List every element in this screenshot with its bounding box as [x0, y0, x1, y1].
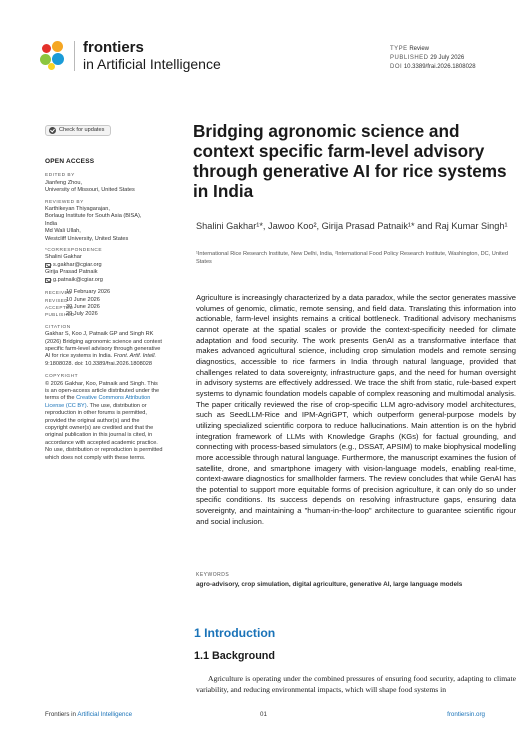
- open-access-label: OPEN ACCESS: [45, 158, 95, 165]
- reviewed-by-heading: REVIEWED BY: [45, 199, 84, 205]
- citation-doi[interactable]: doi: 10.3389/frai.2026.1808028: [74, 360, 153, 367]
- abstract: Agriculture is increasingly characterized by a data paradox, while the sector generates massive volumes of genomic, climatic, remote sensing, and field data. Translating this information into actionable, farm-level insights remains a critical bottleneck. Traditional advisory mechanisms cannot operate at the spatial scales or provide the context-specificity needed for climate adaptation and food security. The work presents GenAI as a transformative interface that makes advanced agricultural science, including crop simulation models and remote sensing diagnostics, accessible to rice farmers in India through natural language, provided that challenges related to data sovereignty, infrastructure gaps, and the need for human oversight in advisory systems are effectively addressed. We trace the shift from static, rule-based expert systems to dynamic foundation models capable of complex reasoning and multimodal analysis. The paper critically reviewed the rise of crop-specific LLM agro-advisory model architectures, such as SeedLLM-Rice and IPM-AgriGPT, which outperform general-purpose models by utilizing specialized scientific corpora to reduce hallucinations. Main attention is on the hybrid integration framework of LLMs with Knowledge Graphs (KGs) for factual grounding, and connecting with process-based simulators (e.g., DSSAT, APSIM) to make biophysical modelling more accessible through natural language. Furthermore, the manuscript examines the fusion of satellite, drone, and smartphone imagery with vision-language models, enabling real-time, context-aware diagnostics for smallholder farmers. The review concludes that while GenAI has the potential to support more equitable forms of precision agriculture, it can only do so under specific conditions. Its success depends on resolving infrastructure gaps, ensuring data sovereignty, and maintaining a "human-in-the-loop" architecture to guarantee scientific rigour and social inclusion.: [196, 293, 516, 526]
- article-sidebar: [45, 125, 163, 465]
- published-key: PUBLISHED: [390, 55, 429, 61]
- check-for-updates-button[interactable]: [45, 125, 111, 136]
- doi-key: DOI: [390, 64, 403, 70]
- type-value: Review: [409, 46, 430, 52]
- date-value: 10 June 2026: [66, 296, 100, 303]
- reviewer-line: Westcliff University, United States: [45, 235, 129, 242]
- check-icon: [49, 127, 56, 134]
- reviewer-line: Md Wali Ullah,: [45, 228, 81, 235]
- brand-name: frontiers: [83, 39, 144, 56]
- correspondence-heading: *CORRESPONDENCE: [45, 248, 103, 254]
- reviewer-line: India: [45, 220, 58, 227]
- subsection-heading: 1.1 Background: [194, 650, 275, 662]
- date-key: REVISED: [45, 297, 68, 303]
- correspondent-name: Girija Prasad Patnaik: [45, 269, 98, 276]
- editor-line: University of Missouri, United States: [45, 187, 135, 194]
- editor-line: Jianfeng Zhou,: [45, 179, 83, 186]
- frontiers-logo-icon: [40, 41, 66, 71]
- email-icon: [45, 278, 51, 283]
- citation-volume: 9:1808028.: [45, 360, 73, 367]
- reviewer-line: Borlaug Institute for South Asia (BISA),: [45, 213, 142, 220]
- date-value: 29 July 2026: [66, 311, 98, 318]
- footer-journal-accent: Artificial Intelligence: [77, 711, 133, 718]
- citation-heading: CITATION: [45, 324, 71, 330]
- copyright-text: © 2026 Gakhar, Koo, Patnaik and Singh. This is an open-access article distributed under the terms of the: [45, 380, 160, 402]
- journal-name: in Artificial Intelligence: [83, 56, 221, 72]
- article-title: Bridging agronomic science and context specific farm-level advisory through generative AI for rice systems in India: [193, 121, 507, 201]
- footer-journal-prefix: Frontiers in: [45, 711, 78, 718]
- date-key: ACCEPTED: [45, 304, 74, 310]
- citation-text: Gakhar S, Koo J, Patnaik GP and Singh RK (2026) Bridging agronomic science and context specific farm-level advisory through generative AI for rice systems in India.: [45, 331, 162, 360]
- correspondent-email[interactable]: g.patnaik@cgiar.org: [53, 276, 103, 283]
- footer-journal: [45, 711, 132, 718]
- date-value: 10 February 2026: [66, 289, 111, 296]
- correspondent-email[interactable]: s.gakhar@cgiar.org: [53, 261, 102, 268]
- doi-value[interactable]: 10.3389/frai.2026.1808028: [403, 64, 476, 70]
- page-number: 01: [260, 711, 267, 718]
- logo-divider: [74, 41, 75, 71]
- edited-by-list: [45, 180, 163, 195]
- copyright-text: . The use, distribution or reproduction in other forums is permitted, provided the original author(s) and the copyright owner(s) are credited and that the original publication in this journal is cited, in accordance with accepted academic practice. No use, distribution or reproduction is permitted which does not comply with these terms.: [45, 402, 163, 461]
- date-value: 30 June 2026: [66, 303, 100, 310]
- footer-site-link[interactable]: frontiersin.org: [447, 711, 485, 718]
- author-list: Shalini Gakhar¹*, Jawoo Koo², Girija Prasad Patnaik¹* and Raj Kumar Singh¹: [196, 221, 508, 231]
- email-icon: [45, 263, 51, 268]
- reviewer-line: Karthikeyan Thiyagarajan,: [45, 206, 110, 213]
- citation-block: [45, 331, 163, 368]
- date-key: RECEIVED: [45, 290, 72, 296]
- copyright-block: [45, 381, 163, 462]
- keywords-heading: KEYWORDS: [196, 572, 230, 578]
- journal-logo: [40, 40, 221, 72]
- correspondence-list: [45, 254, 163, 284]
- edited-by-heading: EDITED BY: [45, 173, 75, 179]
- check-updates-label: Check for updates: [59, 126, 105, 133]
- correspondent-name: Shalini Gakhar: [45, 254, 82, 261]
- section-heading: 1 Introduction: [194, 626, 276, 640]
- published-value: 29 July 2026: [430, 55, 465, 61]
- reviewed-by-list: [45, 206, 163, 243]
- article-meta: [390, 45, 476, 72]
- license-link[interactable]: Creative Commons Attribution License (CC BY): [45, 395, 151, 409]
- affiliations: ¹International Rice Research Institute, New Delhi, India, ²International Food Policy Research Institute, Washington, DC, United States: [196, 251, 508, 265]
- copyright-heading: COPYRIGHT: [45, 374, 79, 380]
- type-key: TYPE: [390, 46, 408, 52]
- date-key: PUBLISHED: [45, 312, 75, 318]
- article-dates: [45, 289, 163, 319]
- citation-journal: Front. Artif. Intell.: [113, 353, 157, 360]
- keywords: agro-advisory, crop simulation, digital agriculture, generative AI, large language models: [196, 581, 463, 588]
- body-paragraph: Agriculture is operating under the combined pressures of ensuring food security, adapting to climate variability, and reducing environmental impacts, which will shape food systems in: [196, 674, 516, 694]
